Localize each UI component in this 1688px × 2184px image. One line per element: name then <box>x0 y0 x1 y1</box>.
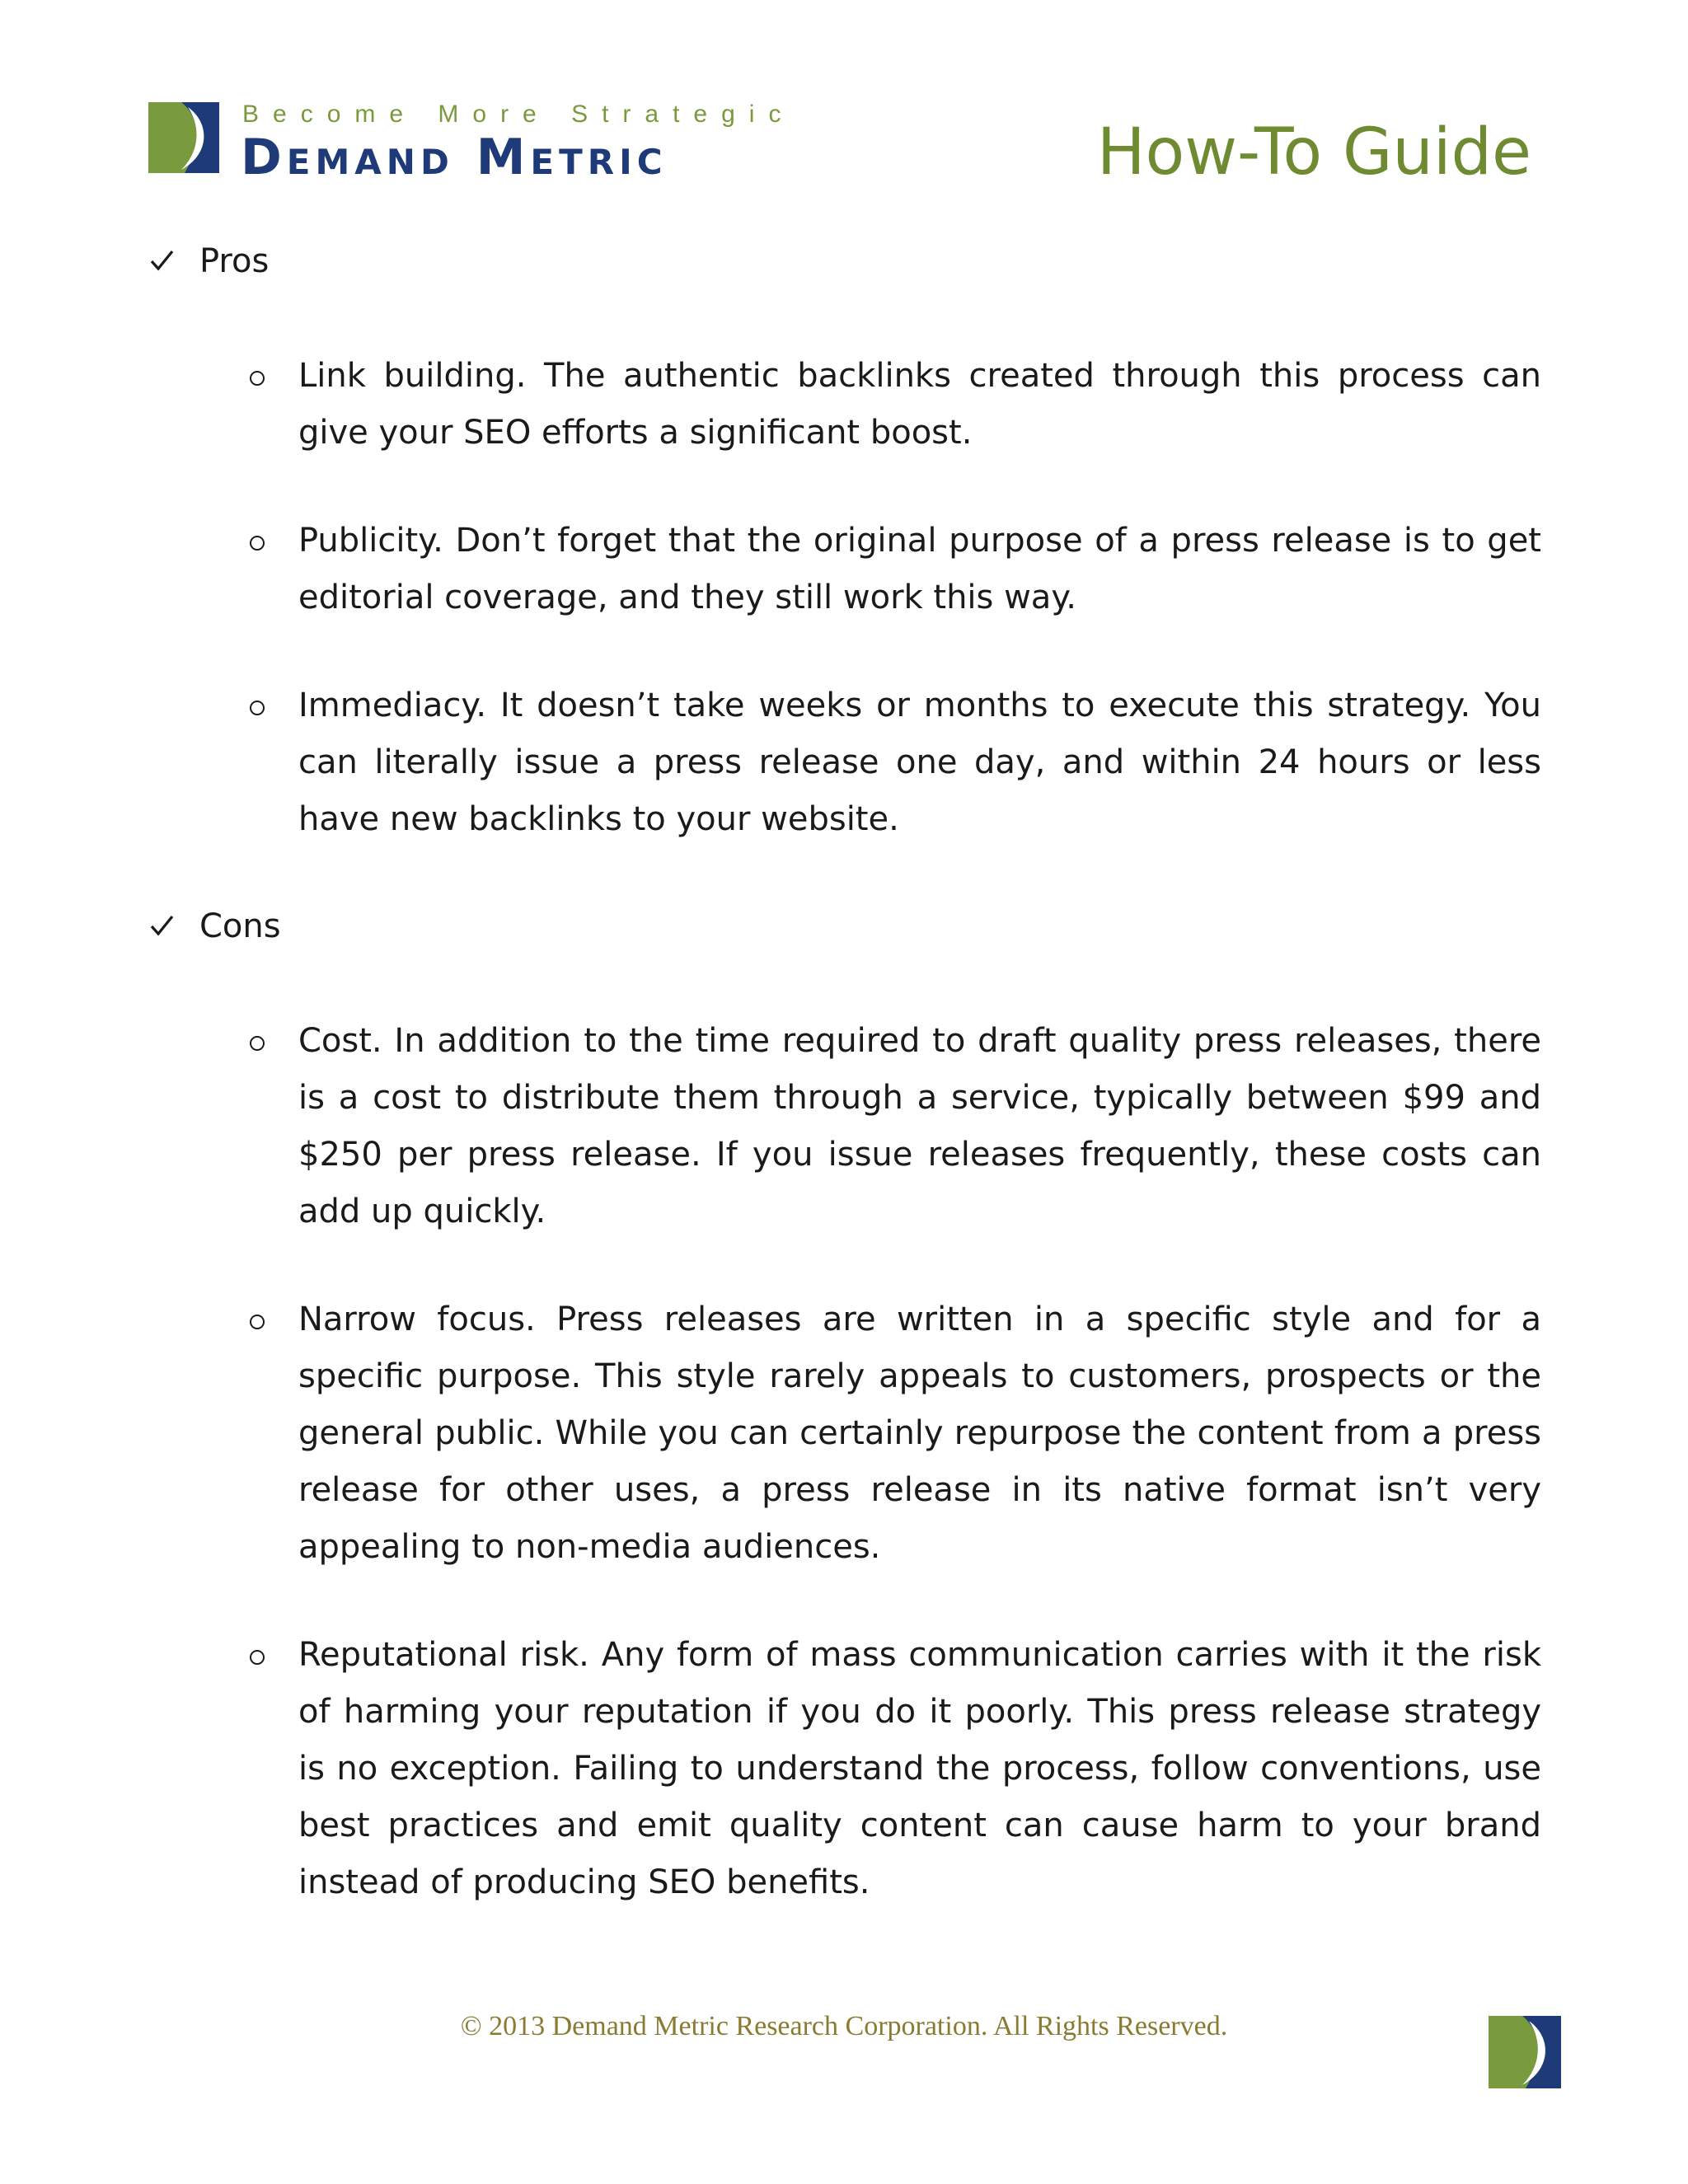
list-item <box>148 348 1541 462</box>
list-item-text: Link building. The authentic backlinks created through this process can give your SEO efforts a significant boost. <box>298 357 1541 452</box>
check-icon <box>148 912 175 939</box>
bullet-icon <box>250 701 265 715</box>
document-body <box>148 239 1541 1967</box>
list-item <box>148 1291 1541 1576</box>
section-cons <box>148 904 1541 1911</box>
bullet-icon <box>250 536 265 551</box>
list-item <box>148 513 1541 626</box>
list-item <box>148 1013 1541 1240</box>
check-icon <box>148 247 175 274</box>
list-item-text: Publicity. Don’t forget that the original purpose of a press release is to get editorial coverage, and they still work this way. <box>298 522 1541 616</box>
bullet-icon <box>250 1036 265 1051</box>
list-item-text: Immediacy. It doesn’t take weeks or months to execute this strategy. You can literally issue a press release one day, and within 24 hours or less have new backlinks to your website. <box>298 687 1541 838</box>
section-title: Pros <box>199 242 270 280</box>
logo-tagline: Become More Strategic <box>242 101 795 128</box>
bullet-icon <box>250 371 265 386</box>
document-type-title: How-To Guide <box>1096 115 1531 190</box>
logo-mark-icon <box>148 102 219 173</box>
company-logo <box>148 97 795 186</box>
footer-logo-icon <box>1489 2016 1561 2088</box>
footer-copyright: © 2013 Demand Metric Research Corporation. All Rights Reserved. <box>460 2011 1228 2041</box>
list-item <box>148 677 1541 848</box>
bullet-icon <box>250 1315 265 1329</box>
section-title: Cons <box>199 907 281 945</box>
list-item <box>148 1627 1541 1911</box>
section-header <box>148 239 1541 297</box>
list-item-text: Narrow focus. Press releases are written in a specific style and for a specific purpose. This style rarely appeals to customers, prospects or the general public. While you can certainly repurpose the content from a press release for other uses, a press release in its native format isn’t very appealing to non-media audiences. <box>298 1301 1541 1566</box>
list-item-text: Reputational risk. Any form of mass communication carries with it the risk of harming your reputation if you do it poorly. This press release strategy is no exception. Failing to understand the process, follow conventions, use best practices and emit quality content can cause harm to your brand instead of producing SEO benefits. <box>298 1636 1541 1901</box>
list-item-text: Cost. In addition to the time required to draft quality press releases, there is a cost to distribute them through a service, typically between $99 and $250 per press release. If you issue releases frequently, these costs can add up quickly. <box>298 1022 1541 1230</box>
logo-name: Demand Metric <box>241 129 668 186</box>
section-header <box>148 904 1541 962</box>
section-pros <box>148 239 1541 848</box>
bullet-icon <box>250 1650 265 1665</box>
